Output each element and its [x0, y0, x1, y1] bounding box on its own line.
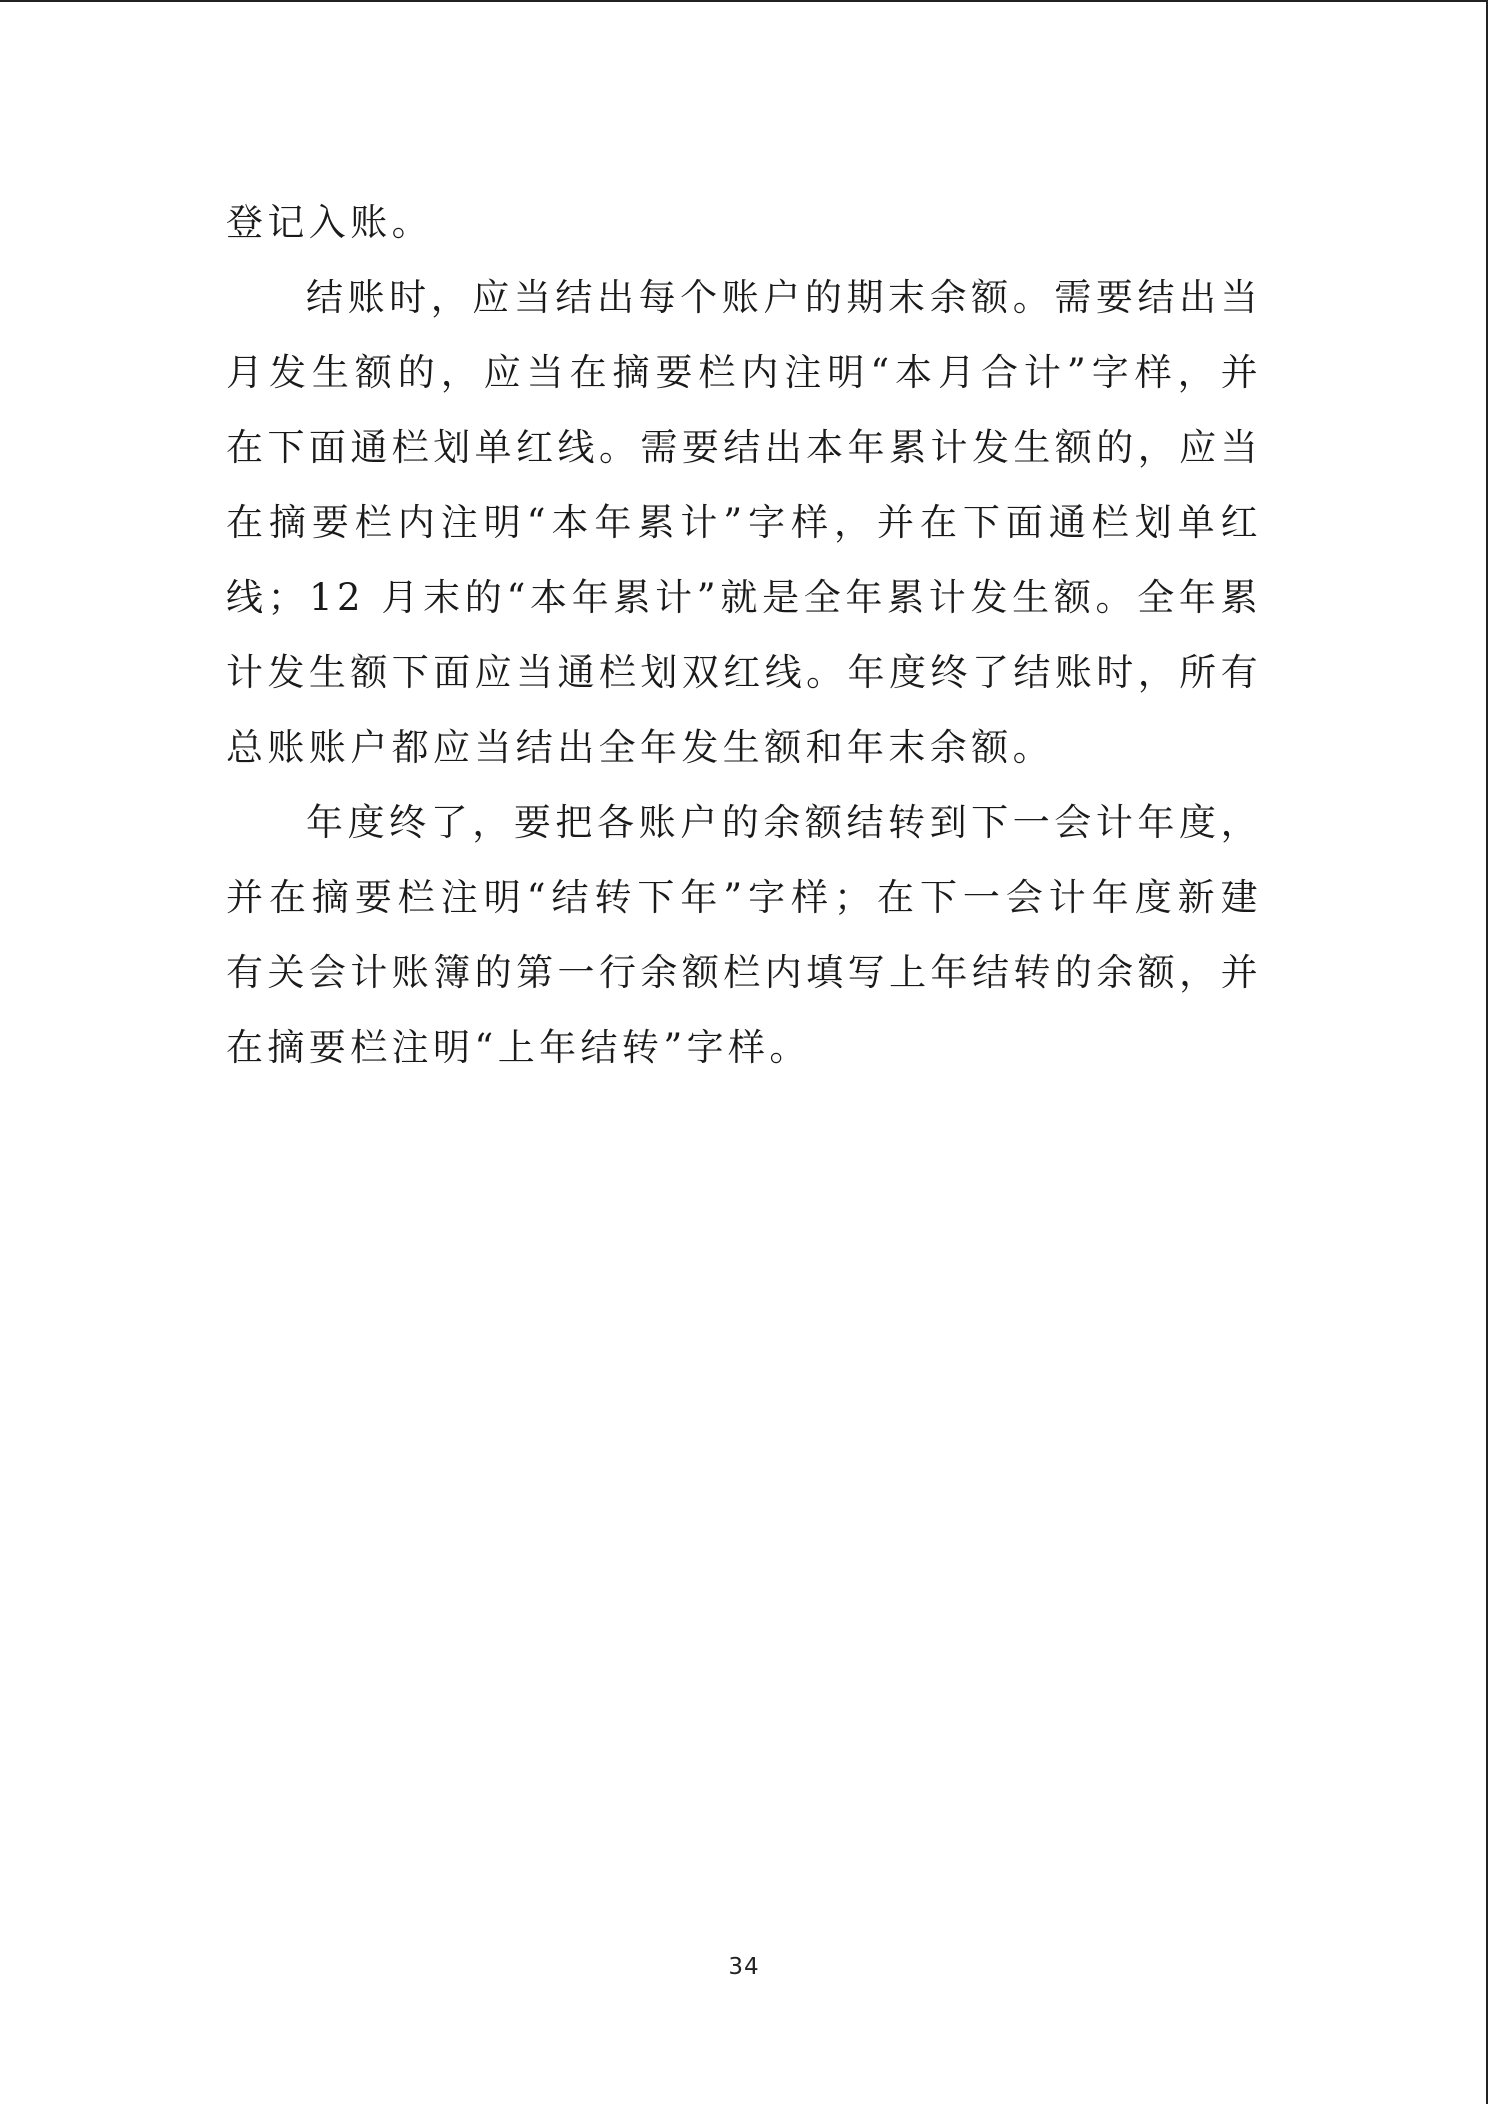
paragraph-3: 年度终了，要把各账户的余额结转到下一会计年度，并在摘要栏注明“结转下年”字样；在下一会计年度新建有关会计账簿的第一行余额栏内填写上年结转的余额，并在摘要栏注明“上年结转”字样。	[226, 801, 1262, 1069]
paragraph-2: 结账时，应当结出每个账户的期末余额。需要结出当月发生额的，应当在摘要栏内注明“本月合计”字样，并在下面通栏划单红线。需要结出本年累计发生额的，应当在摘要栏内注明“本年累计”字样，并在下面通栏划单红线；12 月末的“本年累计”就是全年累计发生额。全年累计发生额下面应当通栏划双红线。年度终了结账时，所有总账账户都应当结出全年发生额和年末余额。	[226, 276, 1262, 769]
page-number: 34	[728, 1954, 760, 1980]
paragraph-1: 登记入账。	[226, 201, 433, 244]
page-border-top	[0, 0, 1488, 2]
document-body	[226, 185, 1262, 1085]
